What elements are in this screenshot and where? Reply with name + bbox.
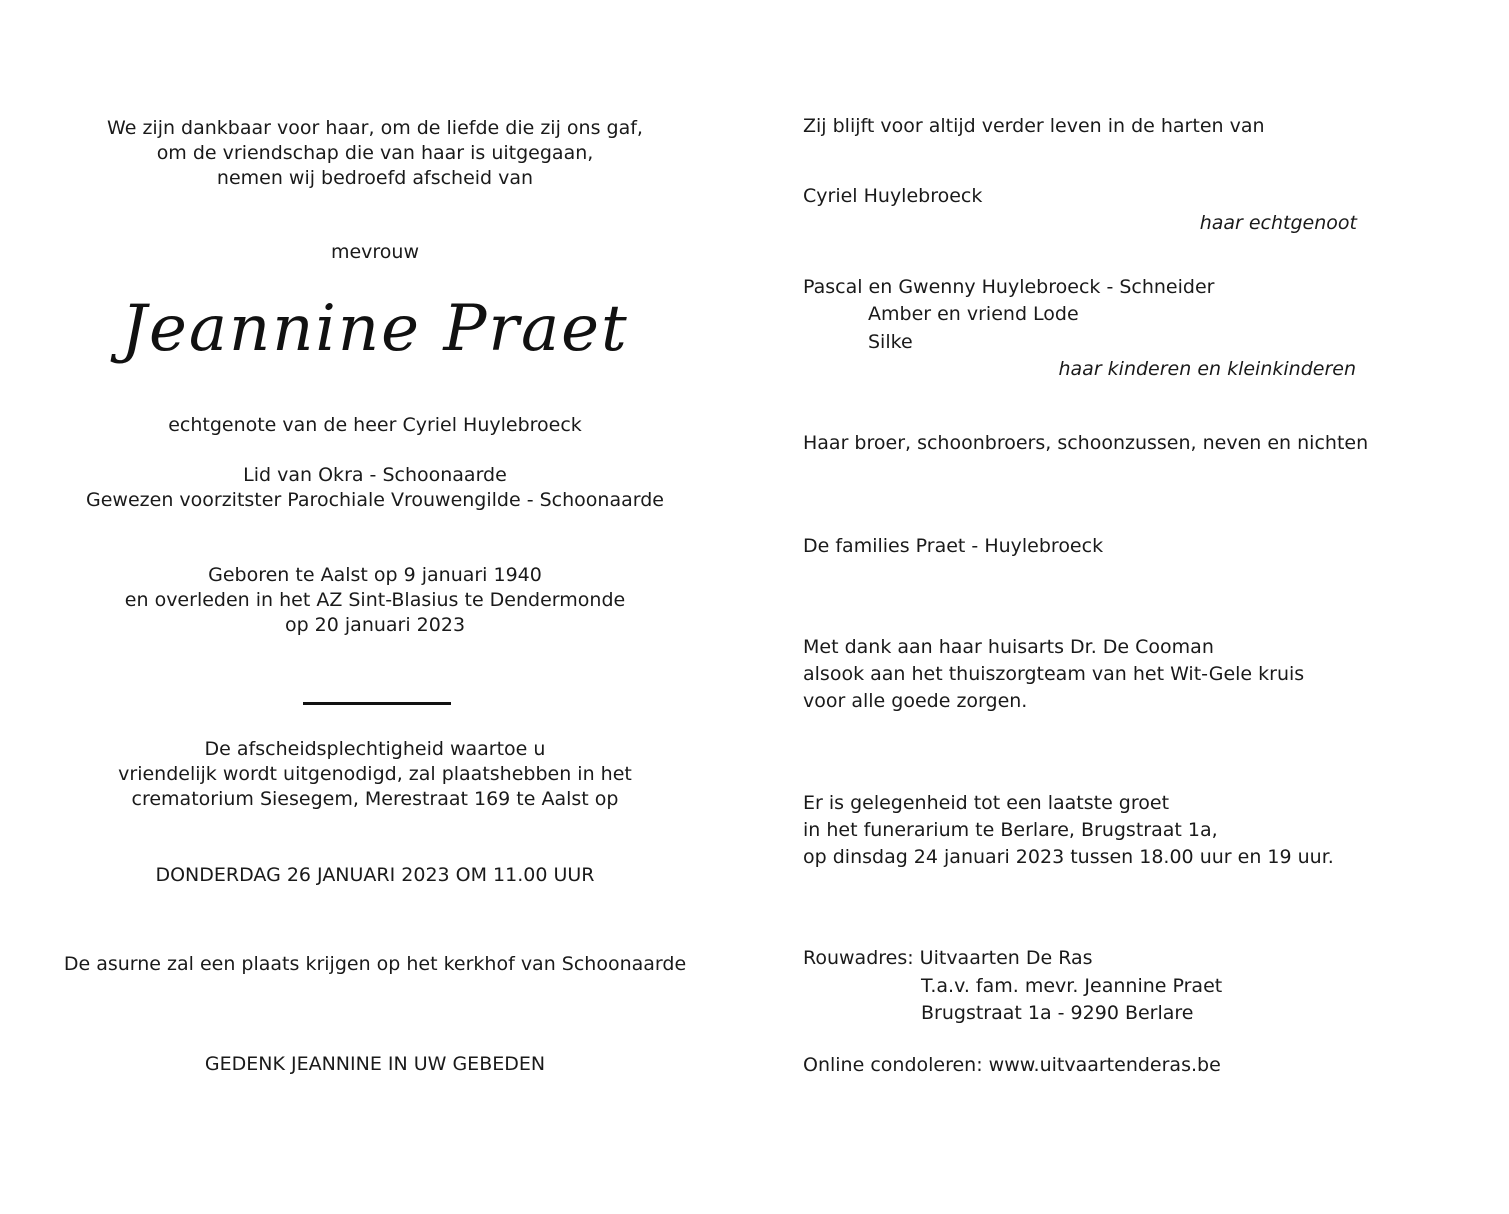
address-label: Rouwadres: Uitvaarten De Ras — [803, 947, 1093, 969]
ceremony-line: vriendelijk wordt uitgenodigd, zal plaatshebben in het — [118, 763, 632, 785]
thanks-line: Met dank aan haar huisarts Dr. De Cooman — [803, 636, 1214, 658]
death-date-line: op 20 januari 2023 — [284, 614, 466, 636]
viewing-text — [803, 790, 1334, 871]
death-line: en overleden in het AZ Sint-Blasius te Dendermonde — [124, 589, 626, 611]
thanks-line: voor alle goede zorgen. — [803, 690, 1028, 712]
intro-line: om de vriendschap die van haar is uitgegaan, — [156, 142, 594, 164]
husband-role: haar echtgenoot — [1199, 212, 1357, 234]
ceremony-line: De afscheidsplechtigheid waartoe u — [204, 738, 546, 760]
remembrance-heading: Zij blijft voor altijd verder leven in de harten van — [803, 115, 1265, 137]
membership-line: Gewezen voorzitster Parochiale Vrouwengilde - Schoonaarde — [86, 489, 664, 511]
salutation: mevrouw — [330, 241, 420, 263]
husband-name: Cyriel Huylebroeck — [803, 185, 983, 207]
families-line: De families Praet - Huylebroeck — [803, 535, 1104, 557]
children-names: Pascal en Gwenny Huylebroeck - Schneider — [803, 276, 1215, 298]
ceremony-text — [30, 737, 720, 812]
birth-line: Geboren te Aalst op 9 januari 1940 — [208, 564, 542, 586]
memberships — [30, 463, 720, 513]
birth-death — [30, 563, 720, 638]
address-line: T.a.v. fam. mevr. Jeannine Praet — [921, 975, 1223, 997]
closing-text: GEDENK JEANNINE IN UW GEBEDEN — [204, 1053, 546, 1075]
ceremony-line: crematorium Siesegem, Merestraat 169 te Aalst op — [131, 788, 619, 810]
online-condolence: Online condoleren: www.uitvaartenderas.be — [803, 1054, 1221, 1076]
viewing-line: op dinsdag 24 januari 2023 tussen 18.00 uur en 19 uur. — [803, 846, 1334, 868]
intro-line: We zijn dankbaar voor haar, om de liefde die zij ons gaf, — [107, 117, 643, 139]
address-line: Brugstraat 1a - 9290 Berlare — [921, 1002, 1194, 1024]
grandchild-name: Amber en vriend Lode — [868, 303, 1079, 325]
membership-line: Lid van Okra - Schoonaarde — [243, 464, 507, 486]
children-role: haar kinderen en kleinkinderen — [1058, 358, 1356, 380]
ceremony-date: DONDERDAG 26 JANUARI 2023 OM 11.00 UUR — [155, 864, 595, 886]
viewing-line: in het funerarium te Berlare, Brugstraat 1a, — [803, 819, 1218, 841]
thanks-line: alsook aan het thuiszorgteam van het Wit-Gele kruis — [803, 663, 1305, 685]
spouse-line: echtgenote van de heer Cyriel Huylebroeck — [168, 414, 582, 436]
intro-line: nemen wij bedroefd afscheid van — [216, 167, 534, 189]
deceased-name: Jeannine Praet — [121, 292, 629, 366]
intro-text — [30, 116, 720, 191]
thanks-text — [803, 634, 1304, 715]
urn-text: De asurne zal een plaats krijgen op het kerkhof van Schoonaarde — [63, 953, 687, 975]
viewing-line: Er is gelegenheid tot een laatste groet — [803, 792, 1170, 814]
siblings-line: Haar broer, schoonbroers, schoonzussen, neven en nichten — [803, 432, 1369, 454]
divider-rule — [303, 702, 451, 705]
grandchild-name: Silke — [868, 331, 913, 353]
